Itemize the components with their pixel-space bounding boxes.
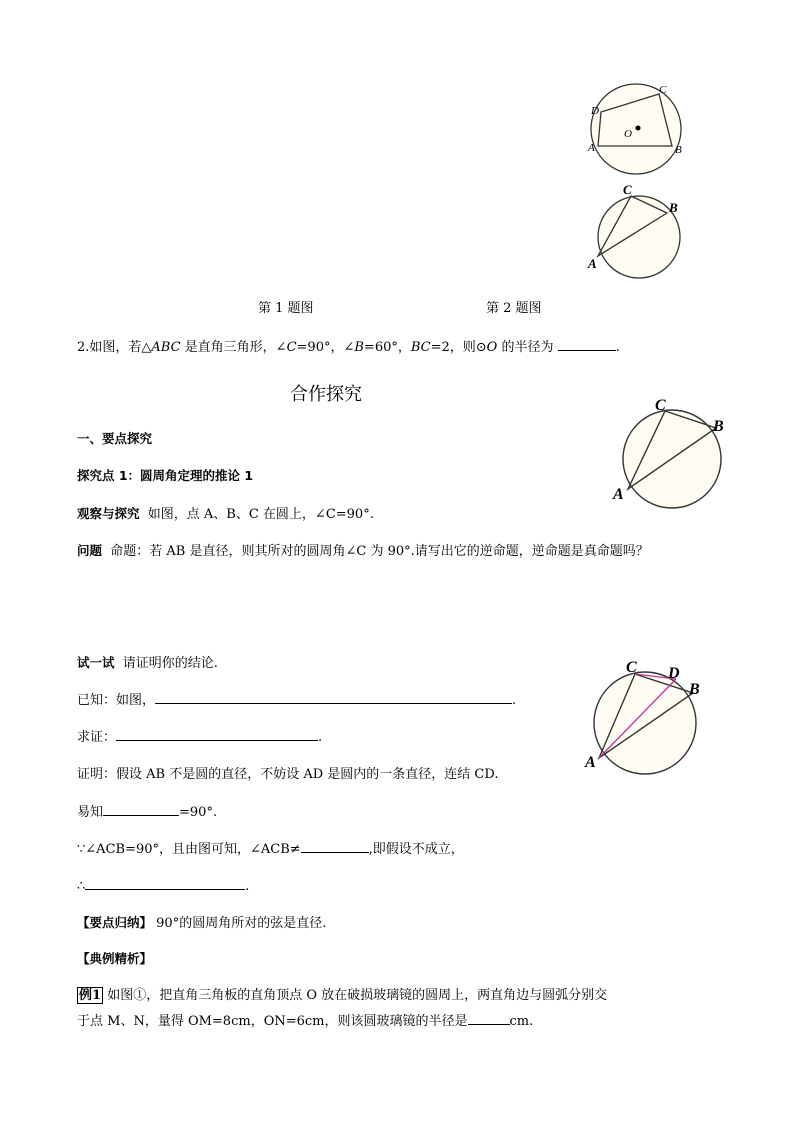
fig2-label-c: C [623, 182, 632, 197]
therefore-blank[interactable] [85, 877, 245, 890]
easy-blank[interactable] [103, 803, 179, 816]
fig4-label-b: B [689, 681, 700, 698]
therefore-line: ∴ . [77, 879, 250, 894]
prove-line: 求证： . [77, 730, 323, 745]
example-tag: 例1 [79, 988, 102, 1003]
because-line: ∵∠ACB=90°，且由图可知，∠ACB≠ ,即假设不成立， [77, 842, 464, 857]
fig4-circle [594, 672, 696, 774]
question-2: 2.如图，若△ABC 是直角三角形，∠C=90°，∠B=60°，BC=2，则⊙O 的半径为 . [77, 340, 620, 355]
fig3-label-c: C [655, 397, 666, 414]
known-blank[interactable] [155, 691, 512, 704]
example-title: 【典例精析】 [77, 951, 153, 966]
example-line-1: 例1 如图①，把直角三角板的直角顶点 O 放在破损玻璃镜的圆周上，两直角边与圆弧分别交 [79, 988, 608, 1003]
because-blank[interactable] [301, 840, 369, 853]
figure-3-triangle [608, 393, 738, 503]
try-line: 试一试 请证明你的结论. [77, 655, 218, 671]
proof-line: 证明：假设 AB 不是圆的直径，不妨设 AD 是圆内的一条直径，连结 CD. [77, 767, 499, 782]
figure-1-quadrilateral [586, 82, 696, 182]
fig4-label-d: D [668, 665, 680, 682]
fig3-label-a: A [613, 486, 624, 503]
fig1-label-a: A [588, 142, 595, 154]
fig1-label-b: B [675, 144, 682, 156]
answer-blank-radius[interactable] [558, 338, 616, 351]
question-line: 问题 命题：若 AB 是直径，则其所对的圆周角∠C 为 90°.请写出它的逆命题，逆命题是真命题吗？ [77, 543, 649, 559]
fig1-label-d: D [591, 105, 599, 117]
observe-line: 观察与探究 如图，点 A、B、C 在圆上，∠C=90°. [77, 506, 374, 522]
figure-2-triangle [586, 182, 696, 278]
fig4-label-a: A [585, 754, 596, 771]
example-blank[interactable] [468, 1012, 510, 1025]
fig1-label-c: C [659, 84, 667, 96]
fig2-circle [598, 196, 680, 278]
prove-blank[interactable] [116, 728, 318, 741]
fig2-label-b: B [669, 200, 678, 215]
figure-4-proof [583, 653, 713, 771]
caption-fig1: 第 1 题图 [258, 301, 314, 316]
section-title: 合作探究 [290, 384, 362, 405]
example-line-2: 于点 M、N，量得 OM=8cm，ON=6cm，则该圆玻璃镜的半径是 cm. [77, 1014, 534, 1029]
known-line: 已知：如图， . [77, 693, 517, 708]
fig4-label-c: C [626, 659, 637, 676]
caption-fig2: 第 2 题图 [486, 301, 542, 316]
easy-line: 易知 =90°. [77, 805, 218, 820]
fig1-label-o: O [624, 128, 632, 140]
fig1-center-dot [636, 126, 641, 131]
fig2-label-a: A [588, 256, 597, 271]
fig3-label-b: B [713, 418, 724, 435]
heading-inquiry-1: 探究点 1：圆周角定理的推论 1 [77, 468, 254, 483]
heading-key-points: 一、要点探究 [77, 431, 153, 446]
summary-line: 【要点归纳】 90°的圆周角所对的弦是直径. [77, 915, 327, 931]
